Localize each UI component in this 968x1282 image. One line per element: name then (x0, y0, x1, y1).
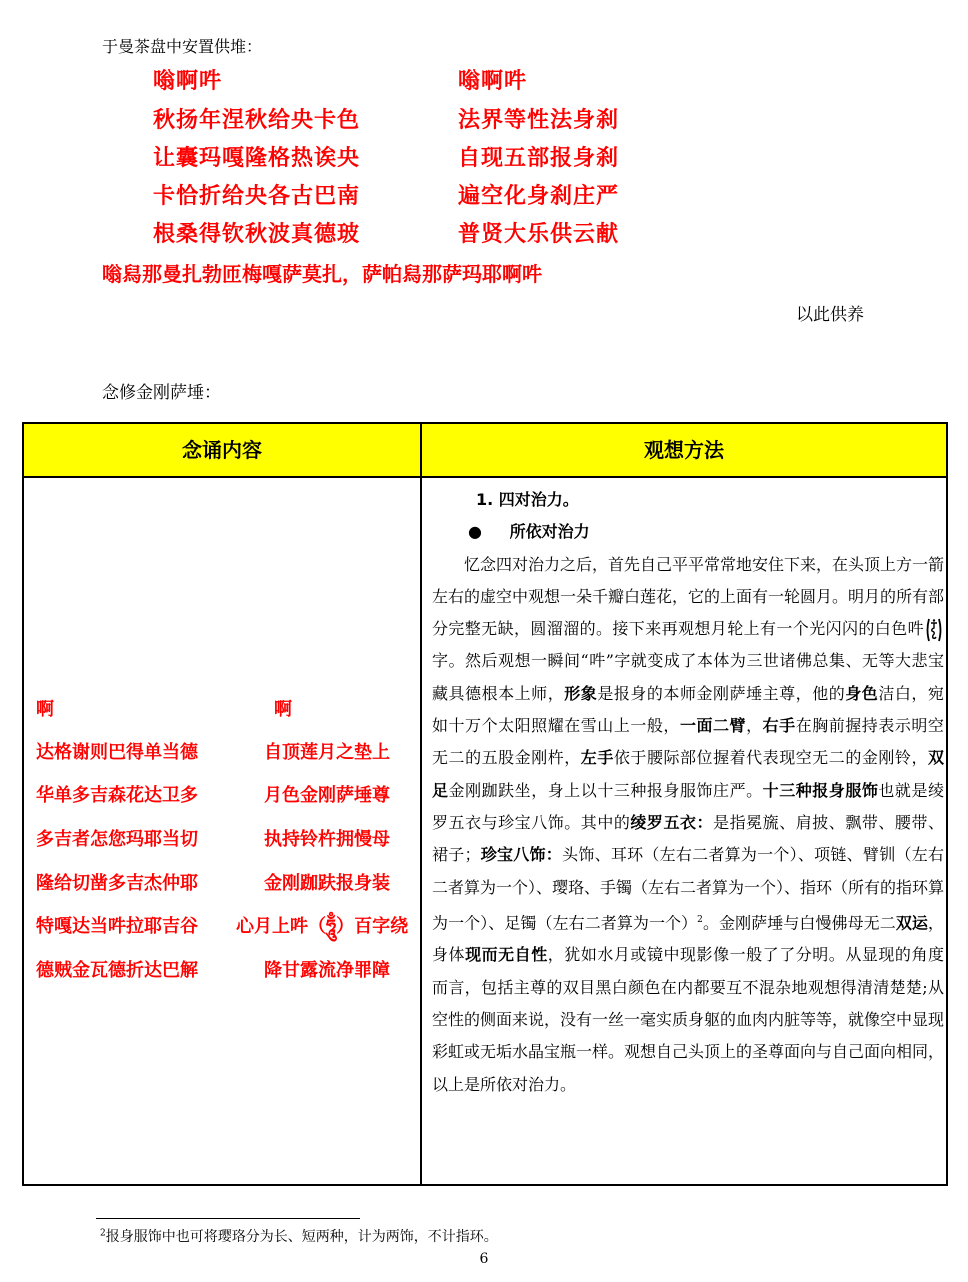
verse-right: 啊 (274, 699, 292, 720)
mantra-right-line: 自现五部报身刹 (458, 145, 620, 171)
mantra-left-line: 卡恰折给央各古巴南 (153, 183, 361, 209)
mandala-mantra: 嗡舄那曼扎勃匝梅嘎萨莫扎，萨帕舄那萨玛耶啊吽 (102, 262, 542, 286)
verse-left: 隆给切凿多吉杰仲耶 (36, 873, 198, 894)
verse-left: 啊 (36, 699, 54, 720)
method-paragraph: 忆念四对治力之后，首先自己平平常常地安住下来，在头顶上方一箭左右的虚空中观想一朵千瓣白莲花，它的上面有一轮圆月。明月的所有部分完整无缺，圆溜溜的。接下来再观想月轮上有一个光闪闪的白色吽字。然后观想一瞬间“吽”字就变成了本体为三世诸佛总集、无等大悲宝藏具德根本上师，形象是报身的本师金刚萨埵主尊，他的身色洁白，宛如十万个太阳照耀在雪山上一般，一面二臂，右手在胸前握持表示明空无二的五股金刚杵，左手依于腰际部位握着代表现空无二的金刚铃，双足金刚跏趺坐，身上以十三种报身服饰庄严。十三种报身服饰也就是绫罗五衣与珍宝八饰。其中的绫罗五衣：是指冕旒、肩披、飘带、腰带、裙子；珍宝八饰：头饰、耳环（左右二者算为一个）、项链、臂钏（左右二者算为一个）、璎珞、手镯（左右二者算为一个）、指环（所有的指环算为一个）、足镯（左右二者算为一个）$^2$。金刚萨埵与白慢佛母无二双运，身体现而无自性，犹如水月或镜中现影像一般了了分明。从显现的角度而言，包括主尊的双目黑白颜色在内都要互不混杂地观想得清清楚楚;从空性的侧面来说，没有一丝一毫实质身躯的血肉内脏等等，就像空中显现彩虹或无垢水晶宝瓶一样。观想自己头顶上的圣尊面向与自己面向相同，以上是所依对治力。 (432, 554, 945, 1094)
mantra-right-line: 法界等性法身刹 (458, 107, 620, 133)
verse-right: 自顶莲月之垫上 (264, 742, 390, 763)
footnote-text: 报身服饰中也可将璎珞分为长、短两种，计为两饰，不计指环。 (105, 1229, 498, 1245)
method-item (432, 484, 944, 516)
mantra-left-line: 根桑得钦秋波真德玻 (153, 221, 361, 247)
footnote (100, 1226, 498, 1246)
verse-right: 金刚跏趺报身装 (264, 873, 390, 894)
practice-table (22, 422, 948, 1186)
verse-left: 多吉者怎您玛耶当切 (36, 829, 198, 850)
bullet-icon: ● (468, 522, 482, 542)
verse-left: 华单多吉森花达卫多 (36, 785, 198, 806)
mantra-right-line: 普贤大乐供云献 (458, 221, 620, 247)
header-recitation: 念诵内容 (182, 438, 262, 462)
footnote-ref: 2 (697, 914, 703, 925)
footnote-separator (96, 1218, 360, 1219)
visualization-method (432, 484, 944, 1101)
item-number: 1. (476, 490, 494, 509)
offer-text: 以此供养 (796, 305, 864, 325)
item-title: 四对治力。 (498, 490, 579, 509)
bullet-title: 所依对治力 (509, 522, 590, 542)
column-divider (420, 424, 422, 1184)
verse-left: 达格谢则巴得单当德 (36, 742, 198, 763)
method-bullet (432, 516, 944, 548)
mantra-right-line: 遍空化身刹庄严 (458, 183, 620, 209)
mantra-left-line: 让囊玛嘎隆格热诶央 (153, 145, 361, 171)
mantra-right-line: 嗡啊吽 (458, 68, 528, 94)
section-heading: 念修金刚萨埵： (102, 383, 221, 403)
verse-left: 特嘎达当吽拉耶吉谷 (36, 916, 198, 937)
verse-right: 降甘露流净罪障 (264, 960, 390, 981)
mantra-left-line: 嗡啊吽 (153, 68, 223, 94)
verse-right: 执持铃杵拥慢母 (264, 829, 390, 850)
verse-right: 心月上吽（ཧཱུྃ）百字绕 (236, 916, 409, 937)
table-header-row (24, 424, 946, 478)
header-visualization: 观想方法 (644, 438, 724, 462)
intro-text: 于曼茶盘中安置供堆： (102, 37, 263, 56)
verse-left: 德贼金瓦德折达巴解 (36, 960, 198, 981)
footnote-mark: 2 (100, 1228, 106, 1239)
mantra-left-line: 秋扬年涅秋给央卡色 (153, 107, 361, 133)
page-number: 6 (479, 1251, 489, 1267)
hum-syllable-icon (924, 617, 944, 643)
verse-right: 月色金刚萨埵尊 (264, 785, 390, 806)
